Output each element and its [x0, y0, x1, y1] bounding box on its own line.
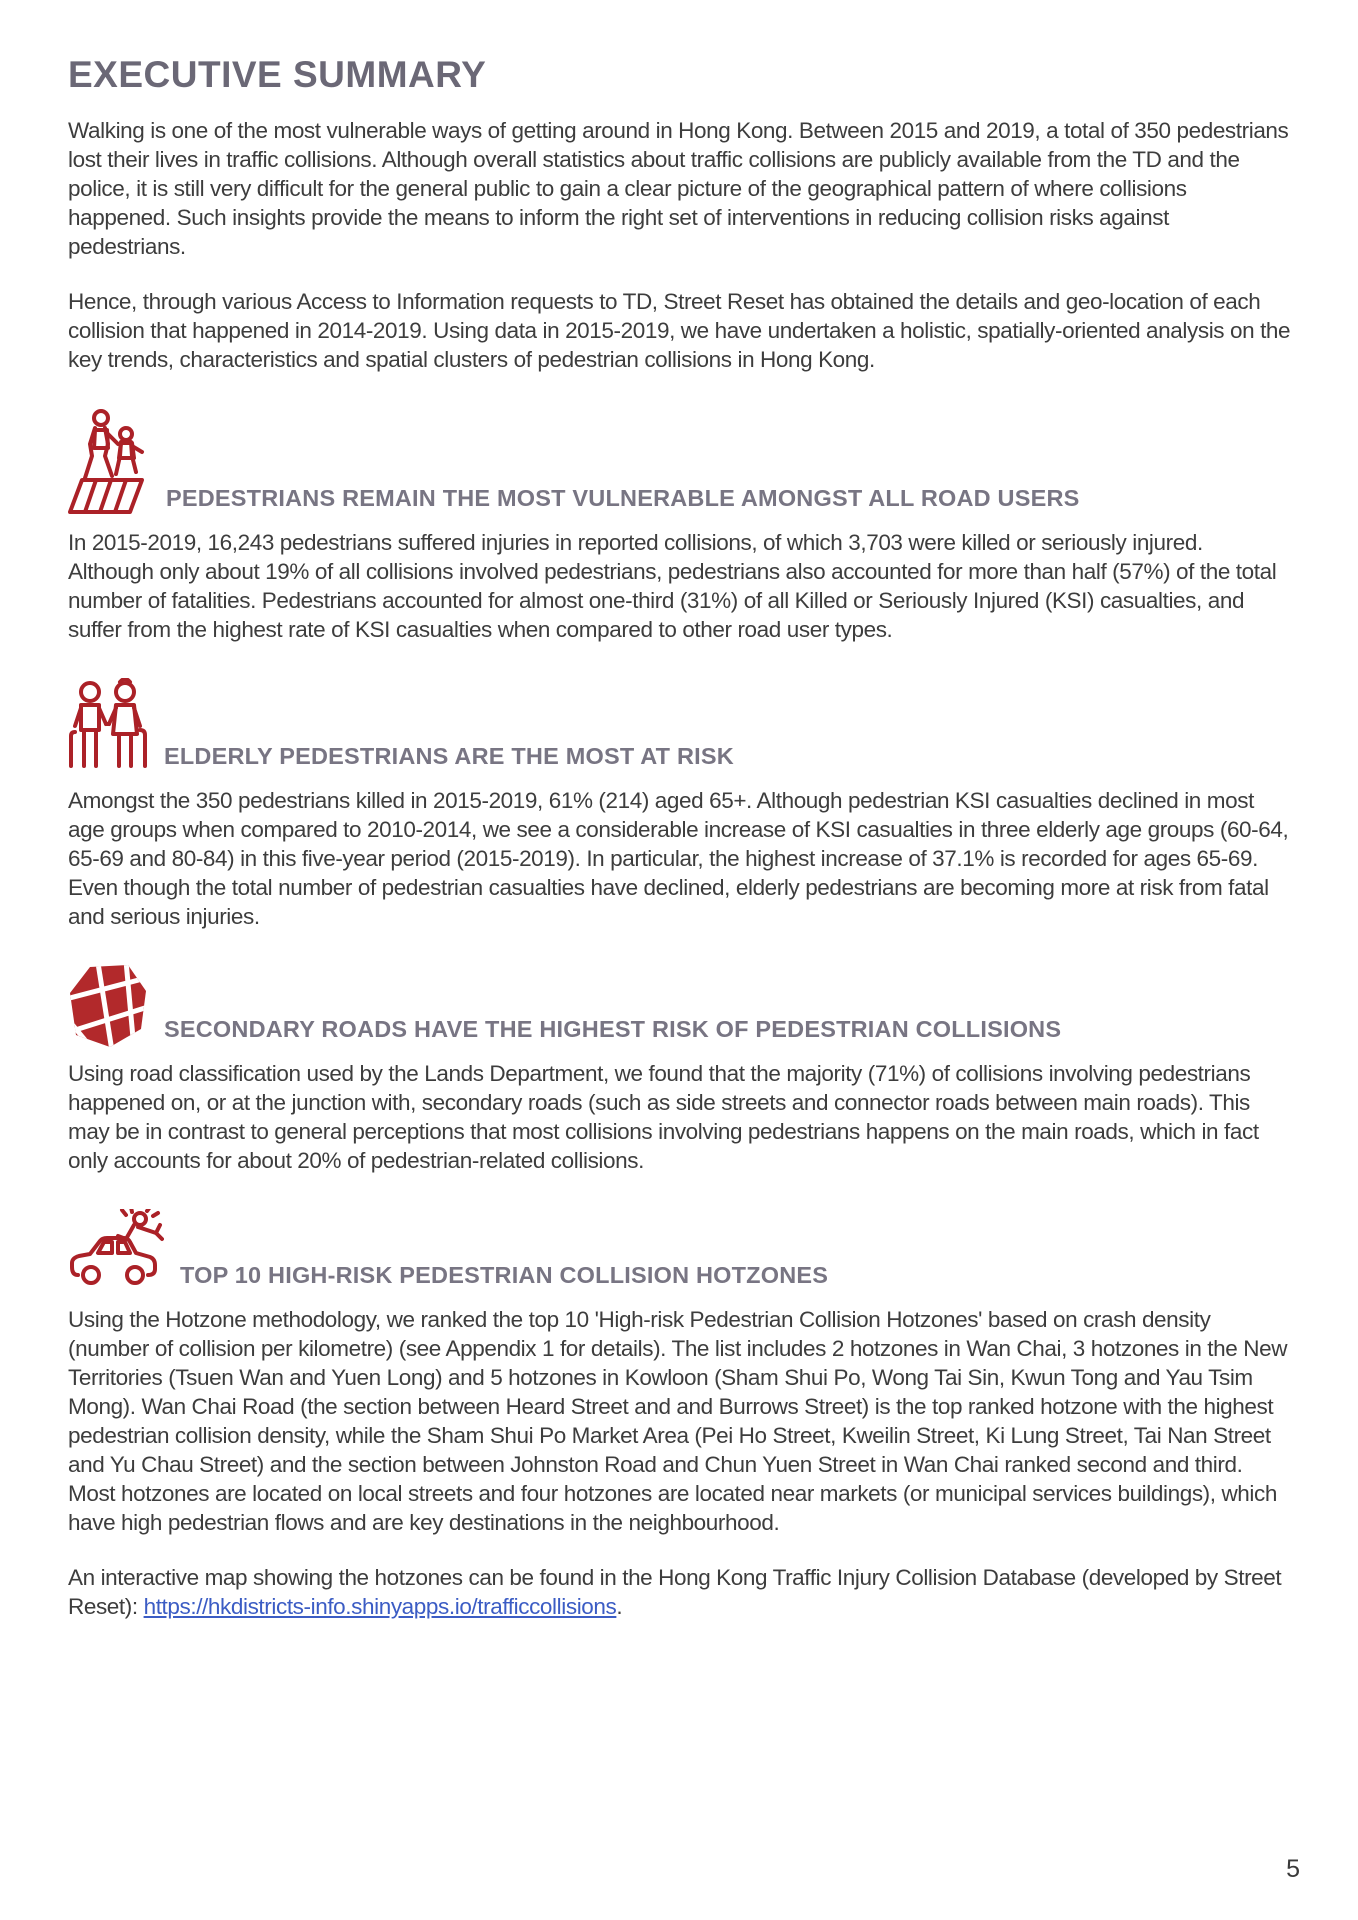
section-heading: PEDESTRIANS REMAIN THE MOST VULNERABLE AMONGST ALL ROAD USERS [166, 485, 1080, 511]
section-heading: SECONDARY ROADS HAVE THE HIGHEST RISK OF PEDESTRIAN COLLISIONS [164, 1016, 1062, 1042]
section-body: Using the Hotzone methodology, we ranked the top 10 'High-risk Pedestrian Collision Hotzones' based on crash density (number of collision per kilometre) (see Appendix 1 for details). The list includes 2 hotzones in Wan Chai, 3 hotzones in the New Territories (Tsuen Wan and Yuen Long) and 5 hotzones in Kowloon (Sham Shui Po, Wong Tai Sin, Kwun Tong and Yau Tsim Mong). Wan Chai Road (the section between Heard Street and and Burrows Street) is the top ranked hotzone with the highest pedestrian collision density, while the Sham Shui Po Market Area (Pei Ho Street, Kweilin Street, Ki Lung Street, Tai Nan Street and Yu Chau Street) and the section between Johnston Road and Chun Yuen Street in Wan Chai ranked second and third. Most hotzones are located on local streets and four hotzones are located near markets (or municipal services buildings), which have high pedestrian flows and are key destinations in the neighbourhood. [68, 1307, 1288, 1535]
section-top10-hotzones [68, 1209, 1292, 1537]
closing-period: . [616, 1594, 623, 1619]
car-collision-icon [68, 1209, 164, 1295]
intro-paragraph-1: Walking is one of the most vulnerable ways of getting around in Hong Kong. Between 2015 and 2019, a total of 350 pedestrians lost their lives in traffic collisions. Although overall statistics about traffic collisions are publicly available from the TD and the police, it is still very difficult for the general public to gain a clear picture of the geographical pattern of where collisions happened. Such insights provide the means to inform the right set of interventions in reducing collision risks against pedestrians. [68, 118, 1289, 259]
section-body: Using road classification used by the Lands Department, we found that the majority (71%) of collisions involving pedestrians happened on, or at the junction with, secondary roads (such as side streets and connector roads between main roads). This may be in contrast to general perceptions that most collisions involving pedestrians happens on the main roads, which in fact only accounts for about 20% of pedestrian-related collisions. [68, 1061, 1259, 1173]
traffic-collision-database-link[interactable]: https://hkdistricts-info.shinyapps.io/trafficcollisions [143, 1594, 617, 1619]
section-body: Amongst the 350 pedestrians killed in 2015-2019, 61% (214) aged 65+. Although pedestrian KSI casualties declined in most age groups when compared to 2010-2014, we see a considerable increase of KSI casualties in three elderly age groups (60-64, 65-69 and 80-84) in this five-year period (2015-2019). In particular, the highest increase of 37.1% is recorded for ages 65-69. Even though the total number of pedestrian casualties have declined, elderly pedestrians are becoming more at risk from fatal and serious injuries. [68, 788, 1289, 929]
intro-paragraph-2: Hence, through various Access to Information requests to TD, Street Reset has obtained the details and geo-location of each collision that happened in 2014-2019. Using data in 2015-2019, we have undertaken a holistic, spatially-oriented analysis on the key trends, characteristics and spatial clusters of pedestrian collisions in Hong Kong. [68, 289, 1291, 372]
section-heading: TOP 10 HIGH-RISK PEDESTRIAN COLLISION HOTZONES [180, 1262, 829, 1288]
closing-text: An interactive map showing the hotzones can be found in the Hong Kong Traffic Injury Collision Database (developed by Street Reset): [68, 1565, 1282, 1619]
road-map-icon [68, 965, 148, 1049]
section-pedestrians-vulnerable [68, 408, 1292, 644]
page-title: EXECUTIVE SUMMARY [68, 54, 487, 95]
page-number: 5 [1286, 1855, 1300, 1883]
section-elderly-at-risk [68, 678, 1292, 931]
closing-paragraph [68, 1563, 1292, 1621]
pedestrian-crossing-icon [68, 408, 150, 518]
elderly-couple-icon [68, 678, 148, 776]
section-body: In 2015-2019, 16,243 pedestrians suffered injuries in reported collisions, of which 3,703 were killed or seriously injured. Although only about 19% of all collisions involved pedestrians, pedestrians also accounted for more than half (57%) of the total number of fatalities. Pedestrians accounted for almost one-third (31%) of all Killed or Seriously Injured (KSI) casualties, and suffer from the highest rate of KSI casualties when compared to other road user types. [68, 530, 1277, 642]
section-heading: ELDERLY PEDESTRIANS ARE THE MOST AT RISK [164, 743, 734, 769]
section-secondary-roads [68, 965, 1292, 1175]
